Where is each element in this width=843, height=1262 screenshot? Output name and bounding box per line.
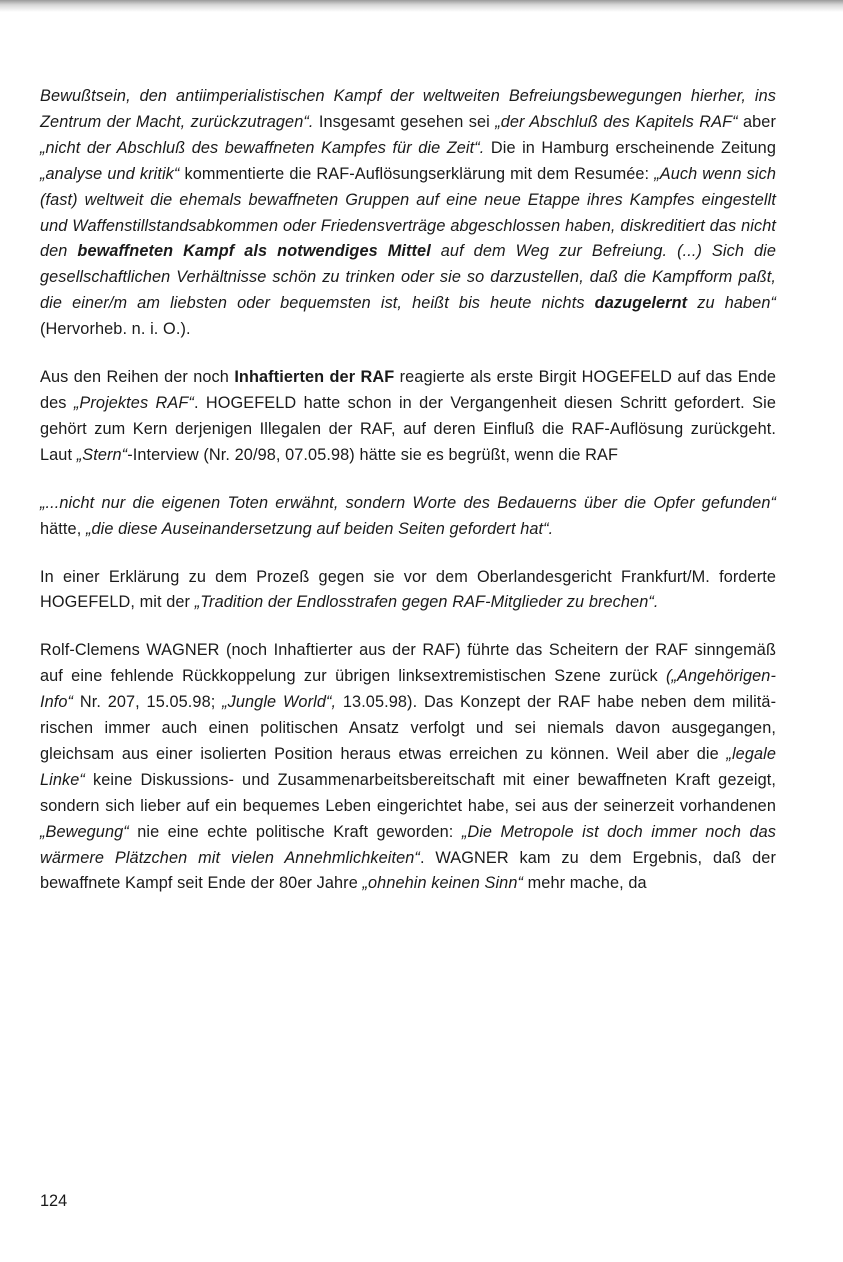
- text-run: 13.05.98). Das Konzept der RAF habe neben dem militärischen immer auch einen politischen Ansatz verfolgt und sei niemals davon ausgegangen, gleichsam aus einer isolierten Position heraus etwas erreichen zu können. Weil aber die: [40, 693, 776, 763]
- page-number: 124: [40, 1192, 68, 1210]
- text-run: Die in Hamburg erscheinende Zeitung: [484, 138, 776, 157]
- text-run: „der Abschluß des Kapitels RAF“: [495, 112, 738, 131]
- text-run: „Bewegung“: [40, 822, 129, 841]
- text-run: Nr. 207, 15.05.98;: [73, 693, 223, 712]
- paragraph-hogefeld: [40, 365, 776, 469]
- text-run: hätte,: [40, 519, 86, 538]
- text-run: („Angehörigen-Info“: [40, 667, 776, 712]
- text-run: „legale Linke“: [40, 744, 776, 789]
- text-run: keine Diskussions- und Zusammenarbeitsbereitschaft mit einer bewaffneten Kraft gezeigt, sondern sich lieber auf ein bequemes Leben eingerichtet habe, sei aus der seinerzeit vorhandenen: [40, 770, 776, 815]
- text-run: kommentierte die RAF-Auflösungserklärung mit dem Resumée:: [179, 164, 655, 183]
- text-run: . HOGEFELD hatte schon in der Vergangenheit diesen Schritt gefordert. Sie gehört zum Kern derjenigen Illegalen der RAF, auf deren Einfluß die RAF-Auflösung zurückgeht. Laut: [40, 393, 776, 464]
- body-text: [40, 84, 776, 919]
- text-run: -Interview (Nr. 20/98, 07.05.98) hätte sie es begrüßt, wenn die RAF: [127, 445, 619, 464]
- text-run: Rolf-Clemens WAGNER (noch Inhaftierter aus der RAF) führte das Scheitern der RAF sinngemäß auf eine fehlende Rückkoppelung zur übrigen linksextremistischen Szene zurück: [40, 641, 776, 686]
- text-run: Insgesamt gesehen sei: [313, 112, 496, 131]
- emphasis: [595, 294, 687, 312]
- text-run: (Hervorheb. n. i. O.).: [40, 320, 191, 339]
- text-run: „Stern“: [76, 445, 128, 464]
- text-run: . WAGNER kam zu dem Ergebnis, daß der bewaffnete Kampf seit Ende der 80er Jahre: [40, 848, 776, 893]
- emphasis: [77, 242, 430, 260]
- text-run: „Auch wenn sich (fast) weltweit die ehemals bewaffneten Gruppen auf eine neue Etappe ihres Kampfes eingestellt und Waffenstillstandsabkommen oder Friedensverträge abgeschlossen haben, diskreditiert das nicht den: [40, 164, 776, 261]
- text-run: zu haben“: [687, 294, 776, 313]
- text-run: „ohnehin keinen Sinn“: [362, 874, 524, 893]
- text-run: bewaffneten Kampf als notwendiges Mittel: [77, 242, 431, 261]
- text-run: Aus den Reihen der noch: [40, 368, 235, 387]
- text-run: In einer Erklärung zu dem Prozeß gegen sie vor dem Oberlandesgericht Frankfurt/M. forderte HOGEFELD, mit der: [40, 567, 776, 612]
- text-run: aber: [737, 112, 776, 131]
- text-run: „Die Metropole ist doch immer noch das wärmere Plätzchen mit vielen Annehmlichkeiten“: [40, 822, 777, 867]
- text-run: reagierte als erste Birgit HOGEFELD auf das Ende des: [40, 368, 777, 412]
- paragraph-befreiung: [40, 84, 776, 343]
- scan-edge: [0, 0, 843, 12]
- text-run: „die diese Auseinandersetzung auf beiden Seiten gefordert hat“.: [85, 519, 554, 538]
- text-run: „nicht der Abschluß des bewaffneten Kampfes für die Zeit“.: [40, 138, 485, 157]
- text-run: „...nicht nur die eigenen Toten erwähnt, sondern Worte des Bedauerns über die Opfer gefunden“: [40, 493, 776, 512]
- text-run: „analyse und kritik“: [40, 164, 180, 183]
- text-run: mehr mache, da: [523, 874, 647, 893]
- text-run: auf dem Weg zur Befreiung. (...) Sich die gesellschaftlichen Verhältnisse schön zu trinken oder sie so darzustellen, daß die Kampfform paßt, die einer/m am liebsten oder bequemsten ist, heißt bis heute nichts: [40, 242, 776, 313]
- text-run: Inhaftierten der RAF: [234, 368, 395, 387]
- text-run: dazugelernt: [594, 294, 688, 313]
- text-run: Bewußtsein, den antiimperialistischen Kampf der weltweiten Befreiungsbewegungen hierher, ins Zentrum der Macht, zurückzutragen“.: [40, 87, 776, 131]
- text-run: „Projektes RAF“: [73, 393, 194, 412]
- paragraph-erklaerung: [40, 565, 776, 617]
- text-run: nie eine echte politische Kraft geworden:: [128, 822, 462, 841]
- text-run: „Jungle World“,: [222, 693, 337, 712]
- text-run: „Tradition der Endlosstrafen gegen RAF-Mitglieder zu brechen“.: [194, 593, 659, 612]
- paragraph-quote-bedauern: [40, 491, 776, 543]
- paragraph-wagner: [40, 638, 776, 897]
